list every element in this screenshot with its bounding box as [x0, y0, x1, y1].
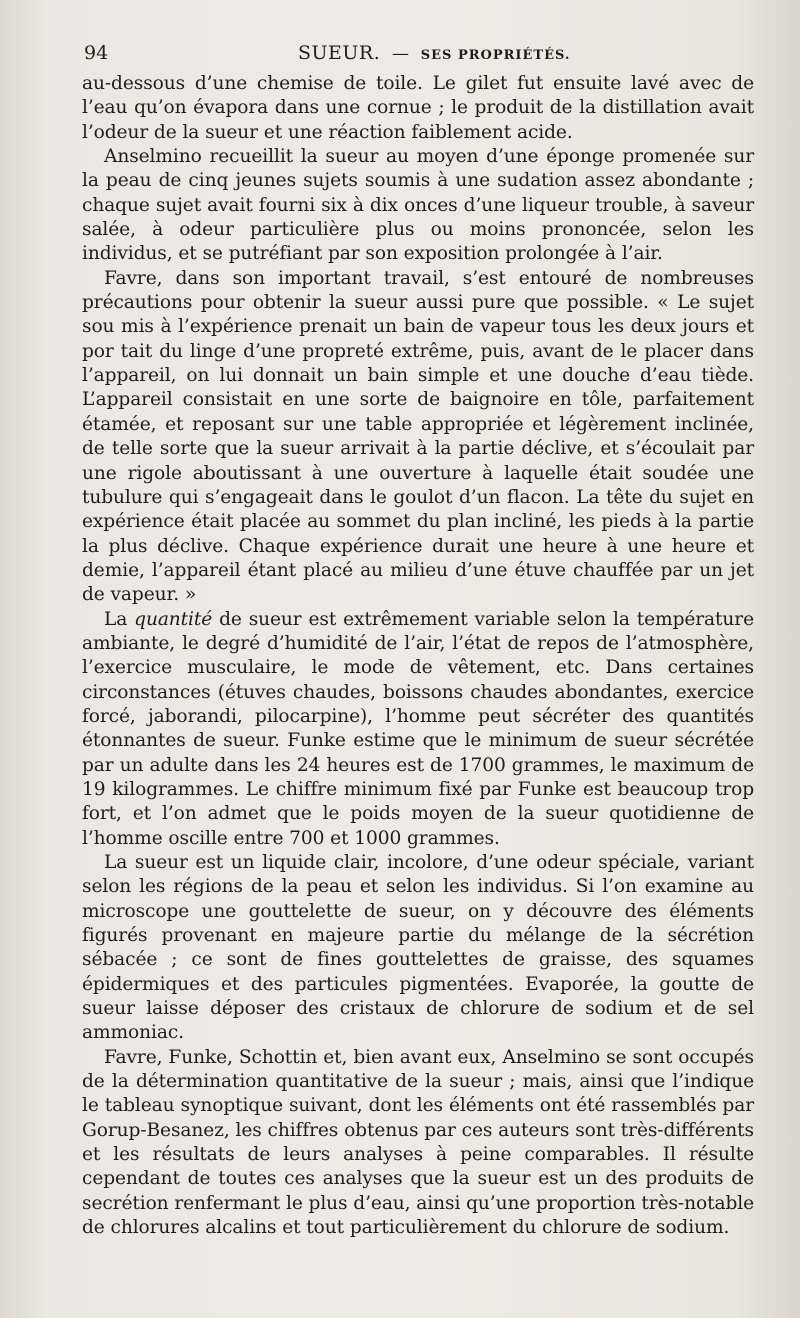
running-title-separator: — [392, 44, 409, 64]
paragraph-6: Favre, Funke, Schottin et, bien avant eux, Anselmino se sont occupés de la détermination quantitative de la sueur ; mais, ainsi que l’indique le tableau synoptique suivant, dont les éléments ont été rassemblés par Gorup-Besanez, les chiffres obtenus par ces auteurs sont très-différents et les résultats de leurs analyses à peine comparables. Il résulte cependant de toutes ces analyses que la sueur est un des produits de secrétion renfermant le plus d’eau, ainsi qu’une proportion très-notable de chlorures alcalins et tout particulièrement du chlorure de sodium. [82, 1046, 754, 1239]
paragraph-4-lead: La [104, 608, 128, 630]
page-header [84, 38, 752, 68]
paragraph-2: Anselmino recueillit la sueur au moyen d’une éponge promenée sur la peau de cinq jeunes sujets soumis à une sudation assez abondante ; chaque sujet avait fourni six à dix onces d’une liqueur trouble, à saveur salée, à odeur particulière plus ou moins prononcée, selon les individus, et se putréfiant par son exposition prolongée à l’air. [82, 146, 754, 265]
paragraph-4-rest: de sueur est extrêmement variable selon la température ambiante, le degré d’humidité de l’air, l’état de repos de l’atmosphère, l’exercice musculaire, le mode de vêtement, etc. Dans certaines circonstances (étuves chaudes, boissons chaudes abondantes, exercice forcé, jaborandi, pilocarpine), l’homme peut sécréter des quantités étonnantes de sueur. Funke estime que le minimum de sueur sécrétée par un adulte dans les 24 heures est de 1700 grammes, le maximum de 19 kilogrammes. Le chiffre minimum fixé par Funke est beaucoup trop fort, et l’on admet que le poids moyen de la sueur quotidienne de l’homme oscille entre 700 et 1000 grammes. [82, 608, 754, 849]
paragraph-4-emphasis: quantité [134, 608, 213, 630]
paragraph-4 [82, 608, 754, 851]
running-title-sub: SES PROPRIÉTÉS. [420, 48, 571, 63]
paragraph-1: au-dessous d’une chemise de toile. Le gilet fut ensuite lavé avec de l’eau qu’on évapora dans une cornue ; le produit de la distillation avait l’odeur de la sueur et une réaction faiblement acide. [82, 73, 754, 143]
page-number: 94 [84, 42, 109, 64]
paragraph-5: La sueur est un liquide clair, incolore, d’une odeur spéciale, variant selon les régions de la peau et selon les individus. Si l’on examine au microscope une gouttelette de sueur, on y découvre des éléments figurés provenant en majeure partie du mélange de la sécrétion sébacée ; ce sont de fines gouttelettes de graisse, des squames épidermiques et des particules pigmentées. Evaporée, la goutte de sueur laisse déposer des cristaux de chlorure de sodium et de sel ammoniac. [82, 852, 754, 1044]
running-title-main: SUEUR. [298, 42, 381, 64]
paragraph-3: Favre, dans son important travail, s’est entouré de nombreuses précautions pour obtenir la sueur aussi pure que possible. « Le sujet sou mis à l’expérience prenait un bain de vapeur tous les deux jours et por tait du linge d’une propreté extrême, puis, avant de le placer dans l’appareil, on lui donnait un bain simple et une douche d’eau tiède. L’appareil consistait en une sorte de baignoire en tôle, parfaitement étamée, et reposant sur une table appropriée et légèrement inclinée, de telle sorte que la sueur arrivait à la partie déclive, et s’écoulait par une rigole aboutissant à une ouverture à laquelle était soudée une tubulure qui s’engageait dans le goulot d’un flacon. La tête du sujet en expérience était placée au sommet du plan incliné, les pieds à la partie la plus déclive. Chaque expérience durait une heure à une heure et demie, l’appareil étant placé au milieu d’une étuve chauffée par un jet de vapeur. » [82, 267, 754, 606]
running-title [298, 42, 570, 64]
body-text [82, 72, 754, 1241]
